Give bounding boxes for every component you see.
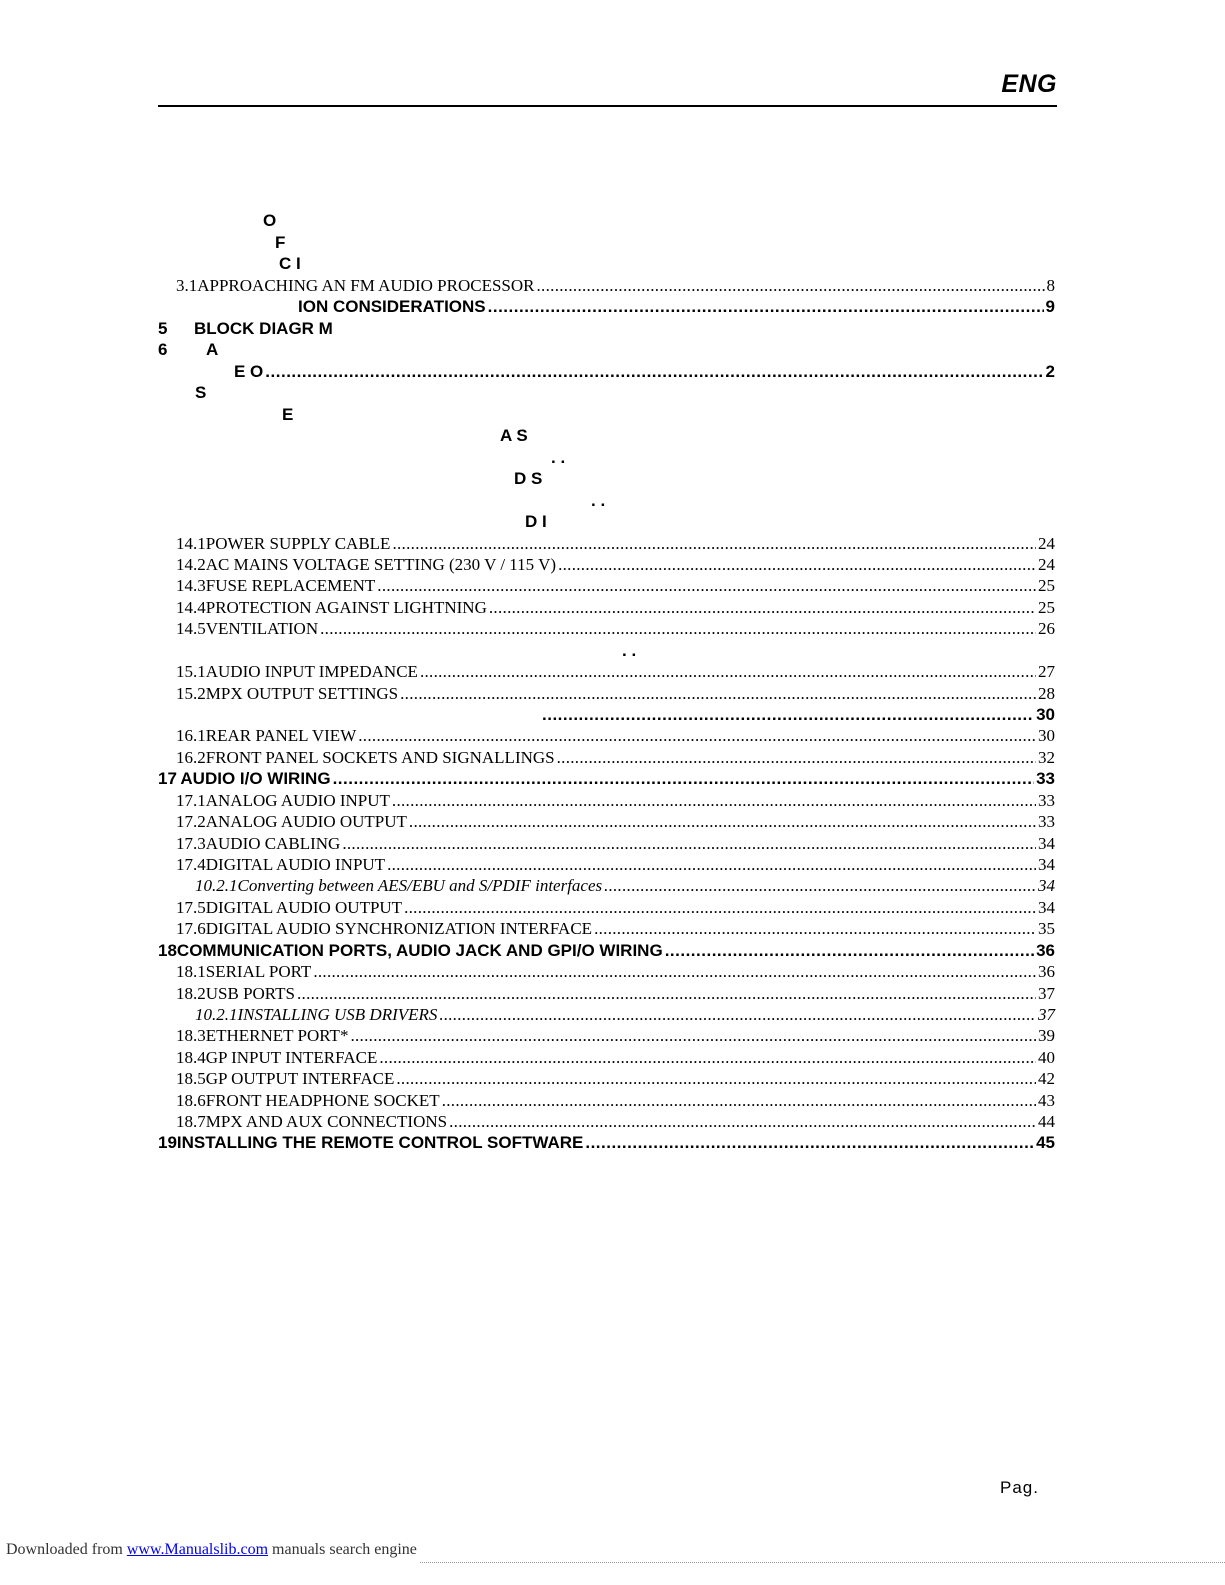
toc-entry[interactable]: [176, 919, 1055, 940]
toc-entry-number: 16.1: [176, 726, 206, 745]
toc-entry-leader: [320, 619, 1036, 639]
toc-entry-page: 36: [1038, 962, 1055, 981]
toc-entry-title: COMMUNICATION PORTS, AUDIO JACK AND GPI/O WIRING: [176, 941, 663, 960]
toc-entry-title: AUDIO I/O WIRING: [180, 769, 331, 788]
toc-entry-leader: [313, 962, 1036, 982]
toc-entry-title: APPROACHING AN FM AUDIO PROCESSOR: [197, 276, 535, 295]
toc-entry-number: 18.5: [176, 1069, 206, 1088]
toc-entry[interactable]: [158, 1133, 1055, 1154]
toc-entry[interactable]: [176, 748, 1055, 769]
toc-entry-page: 39: [1038, 1026, 1055, 1045]
toc-entry-title: PROTECTION AGAINST LIGHTNING: [205, 598, 487, 617]
toc-entry-leader: [558, 555, 1036, 575]
toc-entry[interactable]: [176, 1026, 1055, 1047]
toc-entry-page: 32: [1038, 748, 1055, 767]
toc-entry-number: 15.2: [176, 684, 206, 703]
toc-entry-title: POWER SUPPLY CABLE: [205, 534, 391, 553]
toc-entry[interactable]: [176, 619, 1055, 640]
toc-entry-leader: [665, 941, 1034, 961]
toc-entry-number: 18.3: [176, 1026, 206, 1045]
toc-entry-title: E O: [234, 362, 264, 381]
toc-entry-leader: [400, 684, 1036, 704]
toc-entry[interactable]: [176, 855, 1055, 876]
toc-entry-title: A: [206, 340, 219, 359]
toc-entry-leader: [379, 1048, 1036, 1068]
toc-entry-title: S: [195, 383, 207, 402]
toc-entry-title: AUDIO INPUT IMPEDANCE: [205, 662, 418, 681]
toc-entry-title: BLOCK DIAGR M: [194, 319, 333, 338]
toc-entry-leader: [585, 1133, 1034, 1153]
toc-entry-page: 24: [1038, 534, 1055, 553]
toc-entry-number: 14.1: [176, 534, 206, 553]
toc-fragment: . .: [622, 641, 637, 660]
toc-entry-page: 27: [1038, 662, 1055, 681]
toc-entry-leader: [542, 705, 1034, 725]
toc-entry-number: 19: [158, 1133, 177, 1152]
toc-entry-page: 37: [1038, 984, 1055, 1003]
toc-entry-leader: [297, 984, 1036, 1004]
toc-fragment: D S: [514, 469, 543, 488]
toc-entry-number: 18.4: [176, 1048, 206, 1067]
toc-entry-page: 45: [1036, 1133, 1055, 1152]
toc-entry-leader: [488, 297, 1044, 317]
toc-fragment: A S: [500, 426, 528, 445]
toc-entry[interactable]: [176, 984, 1055, 1005]
toc-entry[interactable]: [176, 1091, 1055, 1112]
toc-entry-number: 5: [158, 319, 168, 338]
toc-entry-leader: [333, 769, 1035, 789]
toc-entry-leader: [409, 812, 1036, 832]
toc-fragment: F: [275, 233, 286, 252]
toc-entry[interactable]: [176, 555, 1055, 576]
toc-entry-number: 14.5: [176, 619, 206, 638]
toc-entry-page: 33: [1036, 769, 1055, 788]
toc-entry[interactable]: [176, 726, 1055, 747]
toc-entry-leader: [489, 598, 1036, 618]
toc-fragment: C I: [279, 254, 301, 273]
toc-entry-page: 33: [1038, 812, 1055, 831]
toc-entry-page: 8: [1046, 276, 1055, 295]
toc-entry-page: 40: [1038, 1048, 1055, 1067]
toc-entry-page: 2: [1045, 362, 1055, 381]
toc-entry-page: 34: [1038, 834, 1055, 853]
toc-entry[interactable]: [176, 276, 1055, 297]
toc-entry[interactable]: [176, 812, 1055, 833]
toc-entry-number: 17: [158, 769, 177, 788]
toc-entry[interactable]: [176, 684, 1055, 705]
toc-entry-title: Converting between AES/EBU and S/PDIF interfaces: [237, 876, 603, 895]
toc-entry-number: 15.1: [176, 662, 206, 681]
toc-entry[interactable]: [158, 319, 1055, 340]
toc-entry[interactable]: [176, 1112, 1055, 1133]
toc-entry-title: REAR PANEL VIEW: [205, 726, 357, 745]
toc-entry-number: 6: [158, 340, 168, 359]
toc-entry-page: 42: [1038, 1069, 1055, 1088]
toc-entry-number: 17.1: [176, 791, 206, 810]
toc-entry-page: 44: [1038, 1112, 1055, 1131]
toc-entry-title: E: [282, 405, 294, 424]
toc-entry-leader: [350, 1026, 1036, 1046]
toc-entry-title: ION CONSIDERATIONS: [298, 297, 486, 316]
toc-entry-number: 17.2: [176, 812, 206, 831]
toc-entry-number: 10.2.1: [195, 1005, 238, 1024]
toc-entry-leader: [604, 876, 1036, 896]
toc-entry-page: 30: [1036, 705, 1055, 724]
toc-entry-page: 25: [1038, 598, 1055, 617]
toc-entry-leader: [442, 1091, 1036, 1111]
page-label: Pag.: [1000, 1478, 1039, 1497]
toc-entry[interactable]: [176, 898, 1055, 919]
toc-entry-leader: [392, 791, 1036, 811]
toc-entry-title: FRONT HEADPHONE SOCKET: [205, 1091, 440, 1110]
toc-entry-page: 9: [1045, 297, 1055, 316]
toc-entry-number: 3.1: [176, 276, 198, 295]
toc-entry-leader: [358, 726, 1036, 746]
footer-prefix: Downloaded from: [6, 1541, 123, 1558]
toc-entry-number: 14.3: [176, 576, 206, 595]
toc-entry[interactable]: [282, 405, 1055, 426]
toc-entry-title: SERIAL PORT: [205, 962, 312, 981]
toc-entry-title: ANALOG AUDIO OUTPUT: [205, 812, 407, 831]
toc-entry-page: 34: [1038, 876, 1055, 895]
toc-entry-leader: [594, 919, 1036, 939]
toc-entry-title: MPX OUTPUT SETTINGS: [205, 684, 399, 703]
toc-entry-page: 36: [1036, 941, 1055, 960]
toc-entry[interactable]: [195, 383, 1055, 404]
toc-entry[interactable]: [540, 705, 1055, 726]
toc-entry-leader: [404, 898, 1036, 918]
toc-entry-page: 43: [1038, 1091, 1055, 1110]
toc-entry[interactable]: [298, 297, 1055, 318]
toc-entry-number: 18: [158, 941, 177, 960]
toc-entry[interactable]: [158, 340, 1055, 361]
toc-entry-page: 34: [1038, 898, 1055, 917]
toc-entry-number: 17.6: [176, 919, 206, 938]
toc-entry-page: 24: [1038, 555, 1055, 574]
toc-entry-number: 10.2.1: [195, 876, 238, 895]
header-rule: [158, 105, 1057, 107]
toc-entry-page: 33: [1038, 791, 1055, 810]
toc-entry-title: INSTALLING THE REMOTE CONTROL SOFTWARE: [176, 1133, 584, 1152]
toc-entry-number: 14.2: [176, 555, 206, 574]
toc-entry-page: 35: [1038, 919, 1055, 938]
toc-entry-leader: [396, 1069, 1036, 1089]
header-label: ENG: [1001, 70, 1057, 98]
toc-entry-leader: [265, 362, 1043, 382]
toc-entry-page: 26: [1038, 619, 1055, 638]
toc-entry-title: GP OUTPUT INTERFACE: [205, 1069, 395, 1088]
toc-entry[interactable]: [176, 834, 1055, 855]
toc-entry[interactable]: [195, 876, 1055, 897]
toc-entry[interactable]: [176, 962, 1055, 983]
footer-link[interactable]: www.Manualslib.com: [126, 1541, 269, 1558]
toc-entry-title: AUDIO CABLING: [205, 834, 341, 853]
toc-entry-leader: [420, 662, 1036, 682]
toc-fragment: D I: [525, 512, 547, 531]
toc-entry-title: ANALOG AUDIO INPUT: [205, 791, 390, 810]
toc-entry-page: 25: [1038, 576, 1055, 595]
footer-suffix: manuals search engine: [272, 1541, 417, 1558]
toc-entry[interactable]: [176, 1069, 1055, 1090]
toc-entry[interactable]: [195, 1005, 1055, 1026]
toc-entry[interactable]: [176, 576, 1055, 597]
toc-entry[interactable]: [234, 362, 1055, 383]
toc-entry-title: AC MAINS VOLTAGE SETTING (230 V / 115 V): [205, 555, 557, 574]
toc-entry-number: 17.4: [176, 855, 206, 874]
toc-entry-number: 17.5: [176, 898, 206, 917]
toc-entry[interactable]: [158, 941, 1055, 962]
toc-entry-title: MPX AND AUX CONNECTIONS: [205, 1112, 448, 1131]
toc-entry-leader: [387, 855, 1036, 875]
toc-entry[interactable]: [176, 534, 1055, 555]
toc-entry-leader: [537, 276, 1045, 296]
toc-entry-leader: [377, 576, 1036, 596]
toc-entry-page: 37: [1038, 1005, 1055, 1024]
toc-entry-title: FUSE REPLACEMENT: [205, 576, 376, 595]
toc-entry-title: INSTALLING USB DRIVERS: [237, 1005, 438, 1024]
toc-entry-title: USB PORTS: [205, 984, 295, 1003]
toc-fragment: O: [263, 211, 277, 230]
toc-entry-page: 30: [1038, 726, 1055, 745]
toc-entry-number: 16.2: [176, 748, 206, 767]
toc-entry-leader: [392, 534, 1036, 554]
toc-entry-leader: [439, 1005, 1036, 1025]
toc-entry-page: 34: [1038, 855, 1055, 874]
toc-entry[interactable]: [176, 598, 1055, 619]
toc-entry[interactable]: [176, 1048, 1055, 1069]
toc-fragment: . .: [591, 491, 606, 510]
toc-entry-page: 28: [1038, 684, 1055, 703]
toc-fragment: . .: [551, 448, 566, 467]
toc-entry-number: 14.4: [176, 598, 206, 617]
toc-entry[interactable]: [176, 662, 1055, 683]
toc-entry-number: 18.6: [176, 1091, 206, 1110]
footer-rule: [420, 1562, 1225, 1563]
toc-entry-number: 17.3: [176, 834, 206, 853]
toc-entry-title: DIGITAL AUDIO INPUT: [205, 855, 386, 874]
toc-entry-title: ETHERNET PORT*: [205, 1026, 349, 1045]
toc-entry-number: 18.1: [176, 962, 206, 981]
toc-entry[interactable]: [176, 791, 1055, 812]
toc-entry-leader: [557, 748, 1036, 768]
toc-entry-leader: [342, 834, 1036, 854]
toc-entry-leader: [449, 1112, 1036, 1132]
footer: [6, 1541, 417, 1559]
toc-entry-number: 18.2: [176, 984, 206, 1003]
toc-entry-title: DIGITAL AUDIO SYNCHRONIZATION INTERFACE: [205, 919, 593, 938]
toc-entry-title: DIGITAL AUDIO OUTPUT: [205, 898, 403, 917]
toc-entry-number: 18.7: [176, 1112, 206, 1131]
toc-entry-title: VENTILATION: [205, 619, 319, 638]
toc-entry[interactable]: [158, 769, 1055, 790]
toc-entry-title: FRONT PANEL SOCKETS AND SIGNALLINGS: [205, 748, 555, 767]
toc-entry-title: GP INPUT INTERFACE: [205, 1048, 378, 1067]
